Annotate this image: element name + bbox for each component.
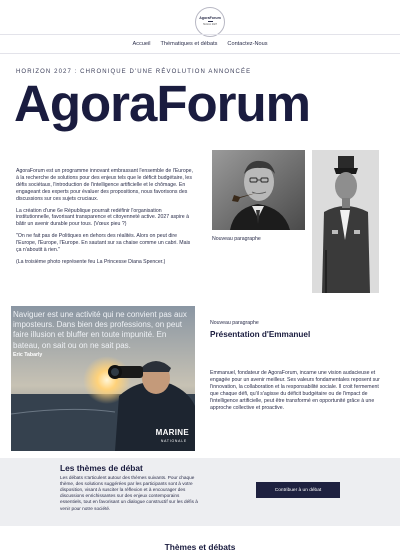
logo-tagline: Horizon 2027 [202,23,218,27]
nav-item-contact[interactable]: Contactez-Nous [227,41,268,47]
marine-quote: Naviguer est une activité qui ne convient pas aux imposteurs. Dans bien des professions, on peut faire illusion et bluffer en toute impunité. En bateau, on sait ou on ne sait pas. [13,310,187,350]
hero-title: AgoraForum [14,75,310,132]
contribute-debate-button[interactable]: Contribuer à un débat [256,482,340,498]
presentation-kicker: Nouveau paragraphe [210,320,259,326]
portrait-photo-pipe-illustration [212,150,305,230]
marine-brand-sub: NATIONALE [160,439,187,443]
nav-divider [0,53,400,54]
intro-note: (La troisième photo représente feu La Princesse Diana Spencer.) [16,258,166,265]
intro-text [16,168,196,271]
site-logo[interactable] [195,7,225,37]
header-divider [0,34,400,35]
portrait-photo-general [312,150,379,293]
marine-brand: MARINE [155,428,189,437]
marine-quote-image [11,306,195,451]
hero-kicker: HORIZON 2027 : CHRONIQUE D'UNE RÉVOLUTION ANNONCÉE [16,69,252,75]
presentation-title: Présentation d'Emmanuel [210,330,311,339]
debates-body: Les débats s'articulent autour des thèmes suivants. Pour chaque thème, des solutions suggérées par les participants sont à votre disposition, visant à susciter la réflexion et à encourager des discussions enrichissantes sur des enjeux contemporains essentiels, tout en favorisant un dialogue constructif sur les défis à venir pour notre société. [60,475,198,511]
intro-quote: "On ne fait pas de Politiques en dehors des réalités. Alors on peut dire l'Europe, l'Europe, l'Europe. En sautant sur sa chaise comme un cabri. Mais ça n'aboutit à rien." [16,233,191,254]
marine-quote-author: Eric Tabarly [13,352,43,358]
nav-item-thematiques[interactable]: Thématiques et débats [160,41,218,47]
main-nav [0,41,400,47]
portrait-photo-pipe [212,150,305,230]
logo-name: AgoraForum [199,15,221,20]
photo-caption: Nouveau paragraphe [212,236,261,242]
portrait-photo-general-illustration [312,150,379,293]
themes-section-title: Thèmes et débats [164,542,236,552]
intro-paragraph: AgoraForum est un programme innovant embrassant l'ensemble de l'Europe, à la recherche de solutions pour des enjeux tels que le déficit budgétaire, les défis sociétaux, l'introduction de l'intelligence artificielle et le chômage. En engageant des experts pour évaluer des propositions, nous favorisons des discussions sur ces sujets cruciaux. [16,168,194,202]
debates-title: Les thèmes de débat [60,463,143,473]
nav-item-accueil[interactable]: Accueil [132,41,151,47]
presentation-body: Emmanuel, fondateur de AgoraForum, incarne une vision audacieuse et engagée pour un avenir meilleur. Ses valeurs fondamentales reposent sur l'innovation, la collaboration et la responsabilité sociale. Il croit fermement que chaque défi, qu'il s'agisse du déficit budgétaire ou de l'impact de l'intelligence artificielle, peut être transformé en opportunité grâce à une approche collective et proactive. [210,370,380,411]
intro-paragraph: La création d'une 6e République pourrait redéfinir l'organisation institutionnelle, favorisant transparence et citoyenneté active. 2027 aspire à bâtir un avenir durable pour tous. (Vœux pieu ?) [16,207,190,228]
